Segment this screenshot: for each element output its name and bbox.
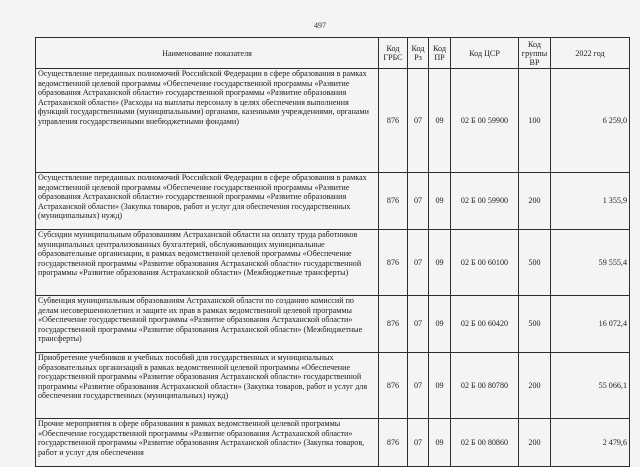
row-amount: 2 479,6 bbox=[551, 419, 630, 467]
row-pr: 09 bbox=[429, 230, 451, 296]
table-row bbox=[36, 353, 630, 419]
header-vr: Код группы ВР bbox=[519, 38, 551, 69]
row-pr: 09 bbox=[429, 173, 451, 230]
header-grbs: Код ГРБС bbox=[379, 38, 408, 69]
row-csr: 02 Б 00 60420 bbox=[451, 296, 519, 353]
row-csr: 02 Б 00 80860 bbox=[451, 419, 519, 467]
table-row bbox=[36, 296, 630, 353]
header-name: Наименование показателя bbox=[36, 38, 379, 69]
row-vr: 100 bbox=[519, 69, 551, 173]
row-amount: 55 066,1 bbox=[551, 353, 630, 419]
row-vr: 200 bbox=[519, 419, 551, 467]
row-rz: 07 bbox=[408, 296, 429, 353]
row-csr: 02 Б 00 60100 bbox=[451, 230, 519, 296]
page-number: 497 bbox=[314, 21, 326, 30]
row-name: Осуществление переданных полномочий Российской Федерации в сфере образования в рамках ведомственной целевой программы «Обеспечение государственной программы «Развитие образования Астраханской области» государственной программы «Развитие образования Астраханской области» (Расходы на выплаты персоналу в целях обеспечения выполнения функций государственными (муниципальными) органами, казенными учреждениями, органами управления государственными внебюджетными фондами) bbox=[36, 69, 379, 173]
row-csr: 02 Б 00 59900 bbox=[451, 173, 519, 230]
row-vr: 500 bbox=[519, 296, 551, 353]
row-pr: 09 bbox=[429, 69, 451, 173]
row-name: Субвенция муниципальным образованиям Астраханской области по созданию комиссий по делам несовершеннолетних и защите их прав в рамках ведомственной целевой программы «Обеспечение государственной программы «Развитие образования Астраханской области» государственной программы «Развитие образования Астраханской области» (Межбюджетные трансферты) bbox=[36, 296, 379, 353]
header-row bbox=[36, 38, 630, 69]
row-grbs: 876 bbox=[379, 69, 408, 173]
row-rz: 07 bbox=[408, 69, 429, 173]
header-rz: Код Рз bbox=[408, 38, 429, 69]
table-row bbox=[36, 419, 630, 467]
header-csr: Код ЦСР bbox=[451, 38, 519, 69]
table-row bbox=[36, 230, 630, 296]
row-grbs: 876 bbox=[379, 419, 408, 467]
header-pr: Код ПР bbox=[429, 38, 451, 69]
row-grbs: 876 bbox=[379, 353, 408, 419]
row-amount: 59 555,4 bbox=[551, 230, 630, 296]
row-pr: 09 bbox=[429, 419, 451, 467]
row-name: Приобретение учебников и учебных пособий для государственных и муниципальных образовательных организаций в рамках ведомственной целевой программы «Обеспечение государственной программы «Развитие образования Астраханской области» государственной программы «Развитие образования Астраханской области» (Закупка товаров, работ и услуг для обеспечения государственных (муниципальных) нужд) bbox=[36, 353, 379, 419]
table-row bbox=[36, 69, 630, 173]
row-pr: 09 bbox=[429, 296, 451, 353]
row-csr: 02 Б 00 59900 bbox=[451, 69, 519, 173]
row-rz: 07 bbox=[408, 419, 429, 467]
table-row bbox=[36, 173, 630, 230]
row-csr: 02 Б 00 80780 bbox=[451, 353, 519, 419]
row-rz: 07 bbox=[408, 230, 429, 296]
row-name: Осуществление переданных полномочий Российской Федерации в сфере образования в рамках ведомственной целевой программы «Обеспечение государственной программы «Развитие образования Астраханской области» государственной программы «Развитие образования Астраханской области» (Закупка товаров, работ и услуг для обеспечения государственных (муниципальных) нужд) bbox=[36, 173, 379, 230]
row-rz: 07 bbox=[408, 173, 429, 230]
row-rz: 07 bbox=[408, 353, 429, 419]
row-vr: 500 bbox=[519, 230, 551, 296]
row-grbs: 876 bbox=[379, 230, 408, 296]
row-pr: 09 bbox=[429, 353, 451, 419]
row-grbs: 876 bbox=[379, 296, 408, 353]
header-year: 2022 год bbox=[551, 38, 630, 69]
row-amount: 1 355,9 bbox=[551, 173, 630, 230]
budget-table bbox=[35, 37, 630, 467]
row-name: Прочие мероприятия в сфере образования в рамках ведомственной целевой программы «Обеспечение государственной программы «Развитие образования Астраханской области» государственной программы «Развитие образования Астраханской области» (Закупка товаров, работ и услуг для обеспечения bbox=[36, 419, 379, 467]
row-grbs: 876 bbox=[379, 173, 408, 230]
row-name: Субсидии муниципальным образованиям Астраханской области на оплату труда работников муниципальных централизованных бухгалтерий, обслуживающих муниципальные образовательные организации, в рамках ведомственной целевой программы «Обеспечение государственной программы «Развитие образования Астраханской области» государственной программы «Развитие образования Астраханской области» (Межбюджетные трансферты) bbox=[36, 230, 379, 296]
row-amount: 6 259,0 bbox=[551, 69, 630, 173]
row-amount: 16 072,4 bbox=[551, 296, 630, 353]
row-vr: 200 bbox=[519, 353, 551, 419]
row-vr: 200 bbox=[519, 173, 551, 230]
